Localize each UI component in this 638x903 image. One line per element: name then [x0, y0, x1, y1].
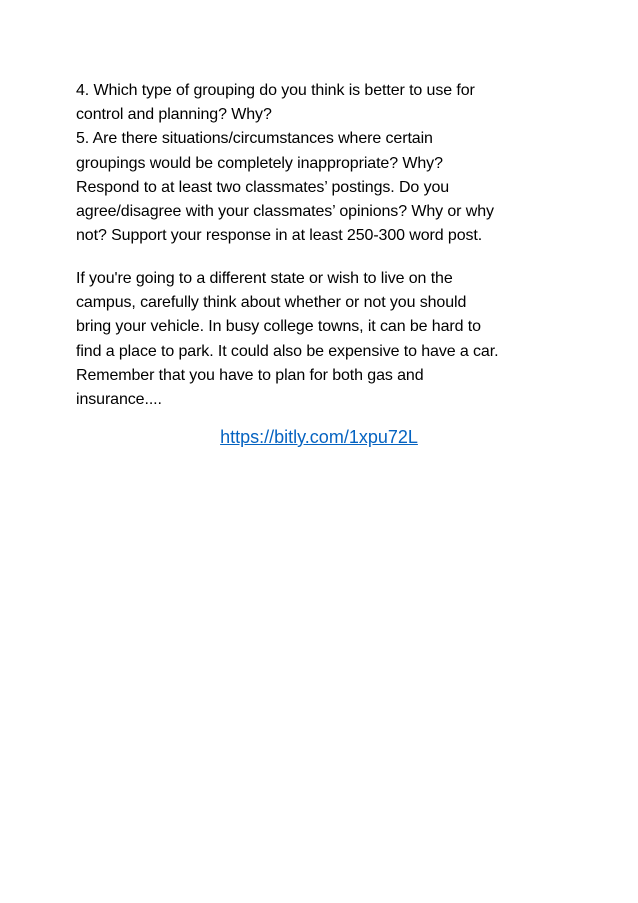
text-line: 4. Which type of grouping do you think is better to use for — [76, 82, 475, 99]
text-line: not? Support your response in at least 250-300 word post. — [76, 227, 483, 245]
advice-paragraph — [76, 267, 566, 412]
text-line: control and planning? Why? — [76, 106, 272, 124]
text-line: 5. Are there situations/circumstances where certain — [76, 130, 433, 148]
text-line: campus, carefully think about whether or not you should — [76, 294, 467, 312]
questions-paragraph — [76, 79, 566, 248]
text-line: groupings would be completely inappropriate? Why? — [76, 154, 443, 172]
text-line: insurance.... — [76, 391, 162, 409]
shortened-url-link[interactable]: https://bitly.com/1xpu72L — [220, 427, 418, 447]
text-line: bring your vehicle. In busy college towns, it can be hard to — [76, 318, 481, 336]
text-line: Remember that you have to plan for both gas and — [76, 366, 424, 384]
text-line: agree/disagree with your classmates’ opinions? Why or why — [76, 203, 494, 221]
link-container — [0, 424, 638, 450]
text-line: find a place to park. It could also be expensive to have a car. — [76, 342, 499, 360]
text-line: Respond to at least two classmates’ postings. Do you — [76, 178, 450, 196]
text-line: If you're going to a different state or wish to live on the — [76, 270, 453, 287]
